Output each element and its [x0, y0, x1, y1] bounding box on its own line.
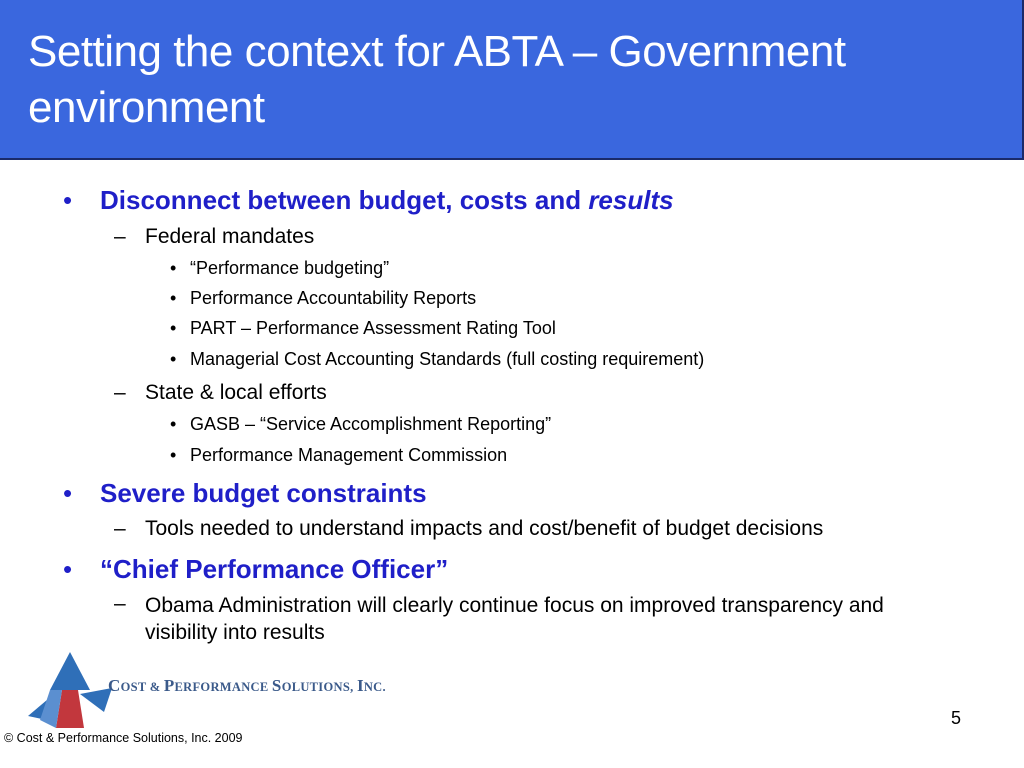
bullet-marker: •	[170, 288, 177, 308]
bullet-text: Disconnect between budget, costs and results	[100, 185, 674, 215]
bullet-text: “Chief Performance Officer”	[100, 554, 449, 584]
bullet-emphasis: results	[588, 185, 674, 215]
company-logo-text: COST & PERFORMANCE SOLUTIONS, INC.	[108, 676, 386, 695]
bullet-marker: •	[170, 349, 177, 369]
bullet-marker: •	[63, 478, 73, 508]
bullet-marker: •	[170, 258, 177, 278]
dash-marker: –	[114, 592, 126, 615]
dash-marker: –	[114, 225, 126, 248]
bullet-marker: •	[170, 414, 177, 434]
bullet-marker: •	[63, 185, 73, 215]
dash-marker: –	[114, 381, 126, 404]
logo-top-triangle	[50, 652, 90, 690]
list-item-text: “Performance budgeting”	[190, 258, 390, 278]
list-item-text: PART – Performance Assessment Rating Tool	[190, 318, 556, 338]
list-item-text: GASB – “Service Accomplishment Reporting”	[190, 414, 552, 434]
bullet-marker: •	[170, 318, 177, 338]
bullet-marker: •	[63, 554, 73, 584]
dash-marker: –	[114, 517, 126, 540]
list-item-text: Performance Accountability Reports	[190, 288, 477, 308]
slide-title: Setting the context for ABTA – Government environment	[28, 27, 846, 132]
sub-bullet-text: Obama Administration will clearly continue focus on improved transparency and visibility into results	[145, 594, 884, 644]
page-number: 5	[951, 708, 962, 728]
bullet-text: Severe budget constraints	[100, 478, 427, 508]
bullet-marker: •	[170, 445, 177, 465]
title-bar	[0, 0, 1024, 160]
sub-bullet-text: Federal mandates	[145, 225, 315, 248]
copyright-notice: © Cost & Performance Solutions, Inc. 2009	[4, 731, 243, 745]
list-item-text: Managerial Cost Accounting Standards (full costing requirement)	[190, 349, 705, 369]
sub-bullet-text: Tools needed to understand impacts and cost/benefit of budget decisions	[145, 517, 824, 540]
sub-bullet-text: State & local efforts	[145, 381, 327, 404]
list-item-text: Performance Management Commission	[190, 445, 508, 465]
